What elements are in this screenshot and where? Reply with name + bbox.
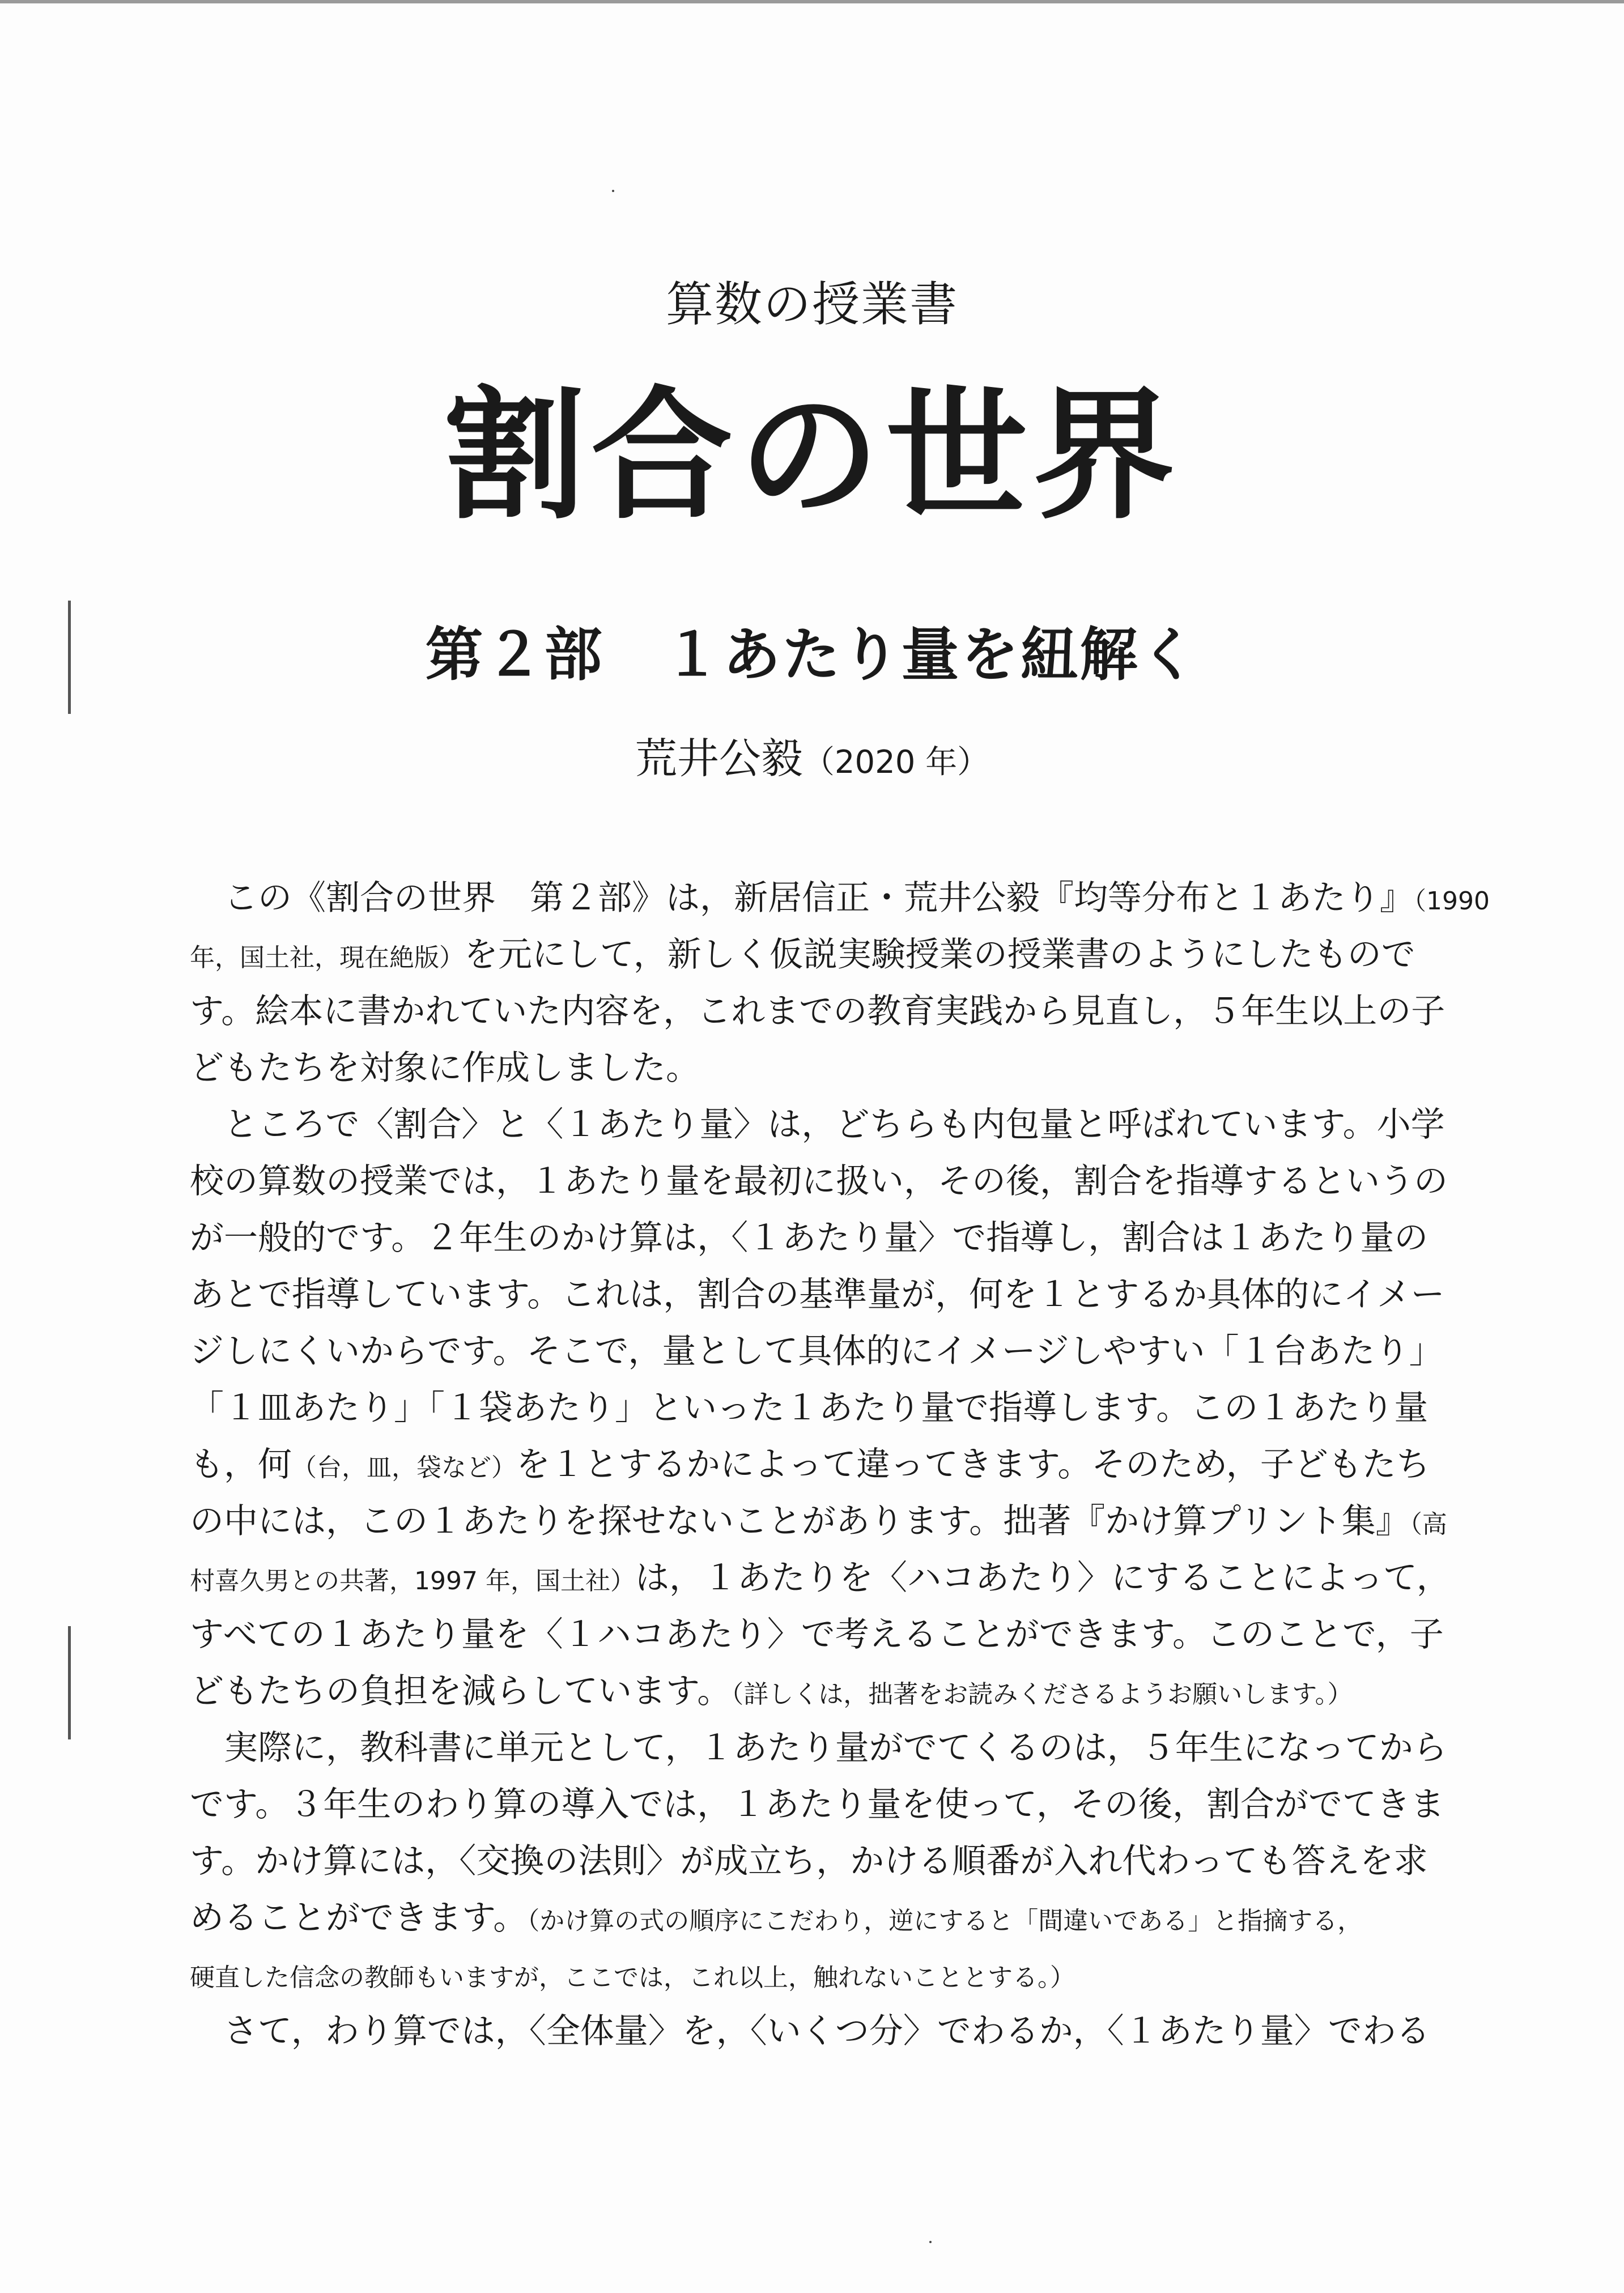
- body-text-segment: めることができます。: [190, 1898, 528, 1938]
- body-line: [190, 1776, 1456, 1833]
- body-text-segment: どもたちを対象に作成しました。: [190, 1048, 700, 1088]
- body-text-segment: あとで指導しています。これは，割合の基準量が，何を１とするか具体的にイメー: [190, 1275, 1445, 1314]
- author-line: [0, 725, 1624, 785]
- body-text-segment: す。絵本に書かれていた内容を，これまでの教育実践から見直し，５年生以上の子: [190, 992, 1446, 1031]
- author-name: 荒井公毅: [635, 734, 803, 783]
- page-subtitle: 第２部 １あたり量を紐解く: [425, 622, 1199, 689]
- body-line: [190, 1266, 1456, 1323]
- body-line: [190, 1096, 1456, 1153]
- body-line: [190, 1720, 1456, 1776]
- body-note-text: （かけ算の式の順序にこだわり，逆にすると「間違いである」と指摘する，: [527, 1907, 1363, 1935]
- body-note-text: （台，皿，袋など）: [292, 1453, 516, 1482]
- body-line: [190, 1210, 1456, 1266]
- body-note-text: 硬直した信念の教師もいますが，ここでは，これ以上，触れないこととする。）: [190, 1963, 1075, 1992]
- scan-speck: [612, 190, 614, 192]
- body-text-segment: 「１皿あたり」「１袋あたり」といった１あたり量で指導します。この１あたり量: [190, 1388, 1429, 1428]
- body-note-text: （詳しくは，拙著をお読みくださるようお願いします。）: [731, 1680, 1353, 1709]
- body-line: [190, 926, 1456, 983]
- body-text-segment: ジしにくいからです。そこで，量として具体的にイメージしやすい「１台あたり」: [190, 1331, 1443, 1371]
- body-text-segment: です。３年生のわり算の導入では，１あたり量を使って，その後，割合がでてきま: [190, 1785, 1444, 1824]
- page-title: 割合の世界: [444, 373, 1180, 538]
- body-line: [190, 1946, 1456, 2003]
- body-line: [190, 1833, 1456, 1890]
- body-line: [190, 1550, 1456, 1606]
- scan-mark-bottom: [68, 1626, 71, 1739]
- body-note-text: （1990: [1414, 887, 1490, 916]
- scan-speck: [929, 2241, 932, 2243]
- body-note-text: （高: [1409, 1510, 1447, 1539]
- body-text: [190, 870, 1490, 2060]
- body-text-segment: は，１あたりを〈ハコあたり〉にすることによって，: [635, 1558, 1451, 1598]
- body-line: [190, 2003, 1456, 2060]
- publication-year: （2020 年）: [802, 744, 989, 781]
- body-text-segment: 実際に，教科書に単元として，１あたり量がでてくるのは，５年生になってから: [190, 1728, 1447, 1768]
- series-title: 算数の授業書: [665, 276, 958, 332]
- body-text-segment: この《割合の世界 第２部》は，新居信正・荒井公毅『均等分布と１あたり』: [190, 878, 1414, 918]
- body-line: [190, 1436, 1456, 1493]
- body-text-segment: どもたちの負担を減らしています。: [190, 1671, 732, 1711]
- body-note-text: 村喜久男との共著，1997 年，国土社）: [190, 1567, 635, 1596]
- body-text-segment: すべての１あたり量を〈１ハコあたり〉で考えることができます。このことで，子: [190, 1615, 1444, 1654]
- body-text-segment: さて，わり算では，〈全体量〉を，〈いくつ分〉でわるか，〈１あたり量〉でわる: [190, 2011, 1430, 2051]
- body-text-segment: を１とするかによって違ってきます。そのため，子どもたち: [516, 1445, 1430, 1484]
- body-line: [190, 1040, 1456, 1096]
- body-line: [190, 1663, 1456, 1720]
- body-text-segment: を元にして，新しく仮説実験授業の授業書のようにしたもので: [464, 935, 1415, 975]
- body-note-text: 年，国土社，現在絶版）: [190, 943, 464, 972]
- body-text-segment: も，何: [190, 1445, 292, 1484]
- body-line: [190, 1890, 1456, 1946]
- body-text-segment: す。かけ算には，〈交換の法則〉が成立ち，かける順番が入れ代わっても答えを求: [190, 1841, 1428, 1881]
- body-line: [190, 1493, 1456, 1550]
- body-line: [190, 1153, 1456, 1210]
- body-line: [190, 1606, 1456, 1663]
- body-text-segment: ところで〈割合〉と〈１あたり量〉は，どちらも内包量と呼ばれています。小学: [190, 1105, 1445, 1145]
- body-line: [190, 1323, 1456, 1380]
- body-line: [190, 870, 1490, 926]
- body-text-segment: の中には，この１あたりを探せないことがあります。拙著『かけ算プリント集』: [190, 1501, 1410, 1541]
- body-line: [190, 1380, 1456, 1436]
- body-line: [190, 983, 1456, 1040]
- body-text-segment: 校の算数の授業では，１あたり量を最初に扱い，その後，割合を指導するというの: [190, 1162, 1448, 1201]
- scan-top-edge: [0, 0, 1624, 3]
- body-text-segment: が一般的です。２年生のかけ算は，〈１あたり量〉で指導し，割合は１あたり量の: [190, 1218, 1429, 1258]
